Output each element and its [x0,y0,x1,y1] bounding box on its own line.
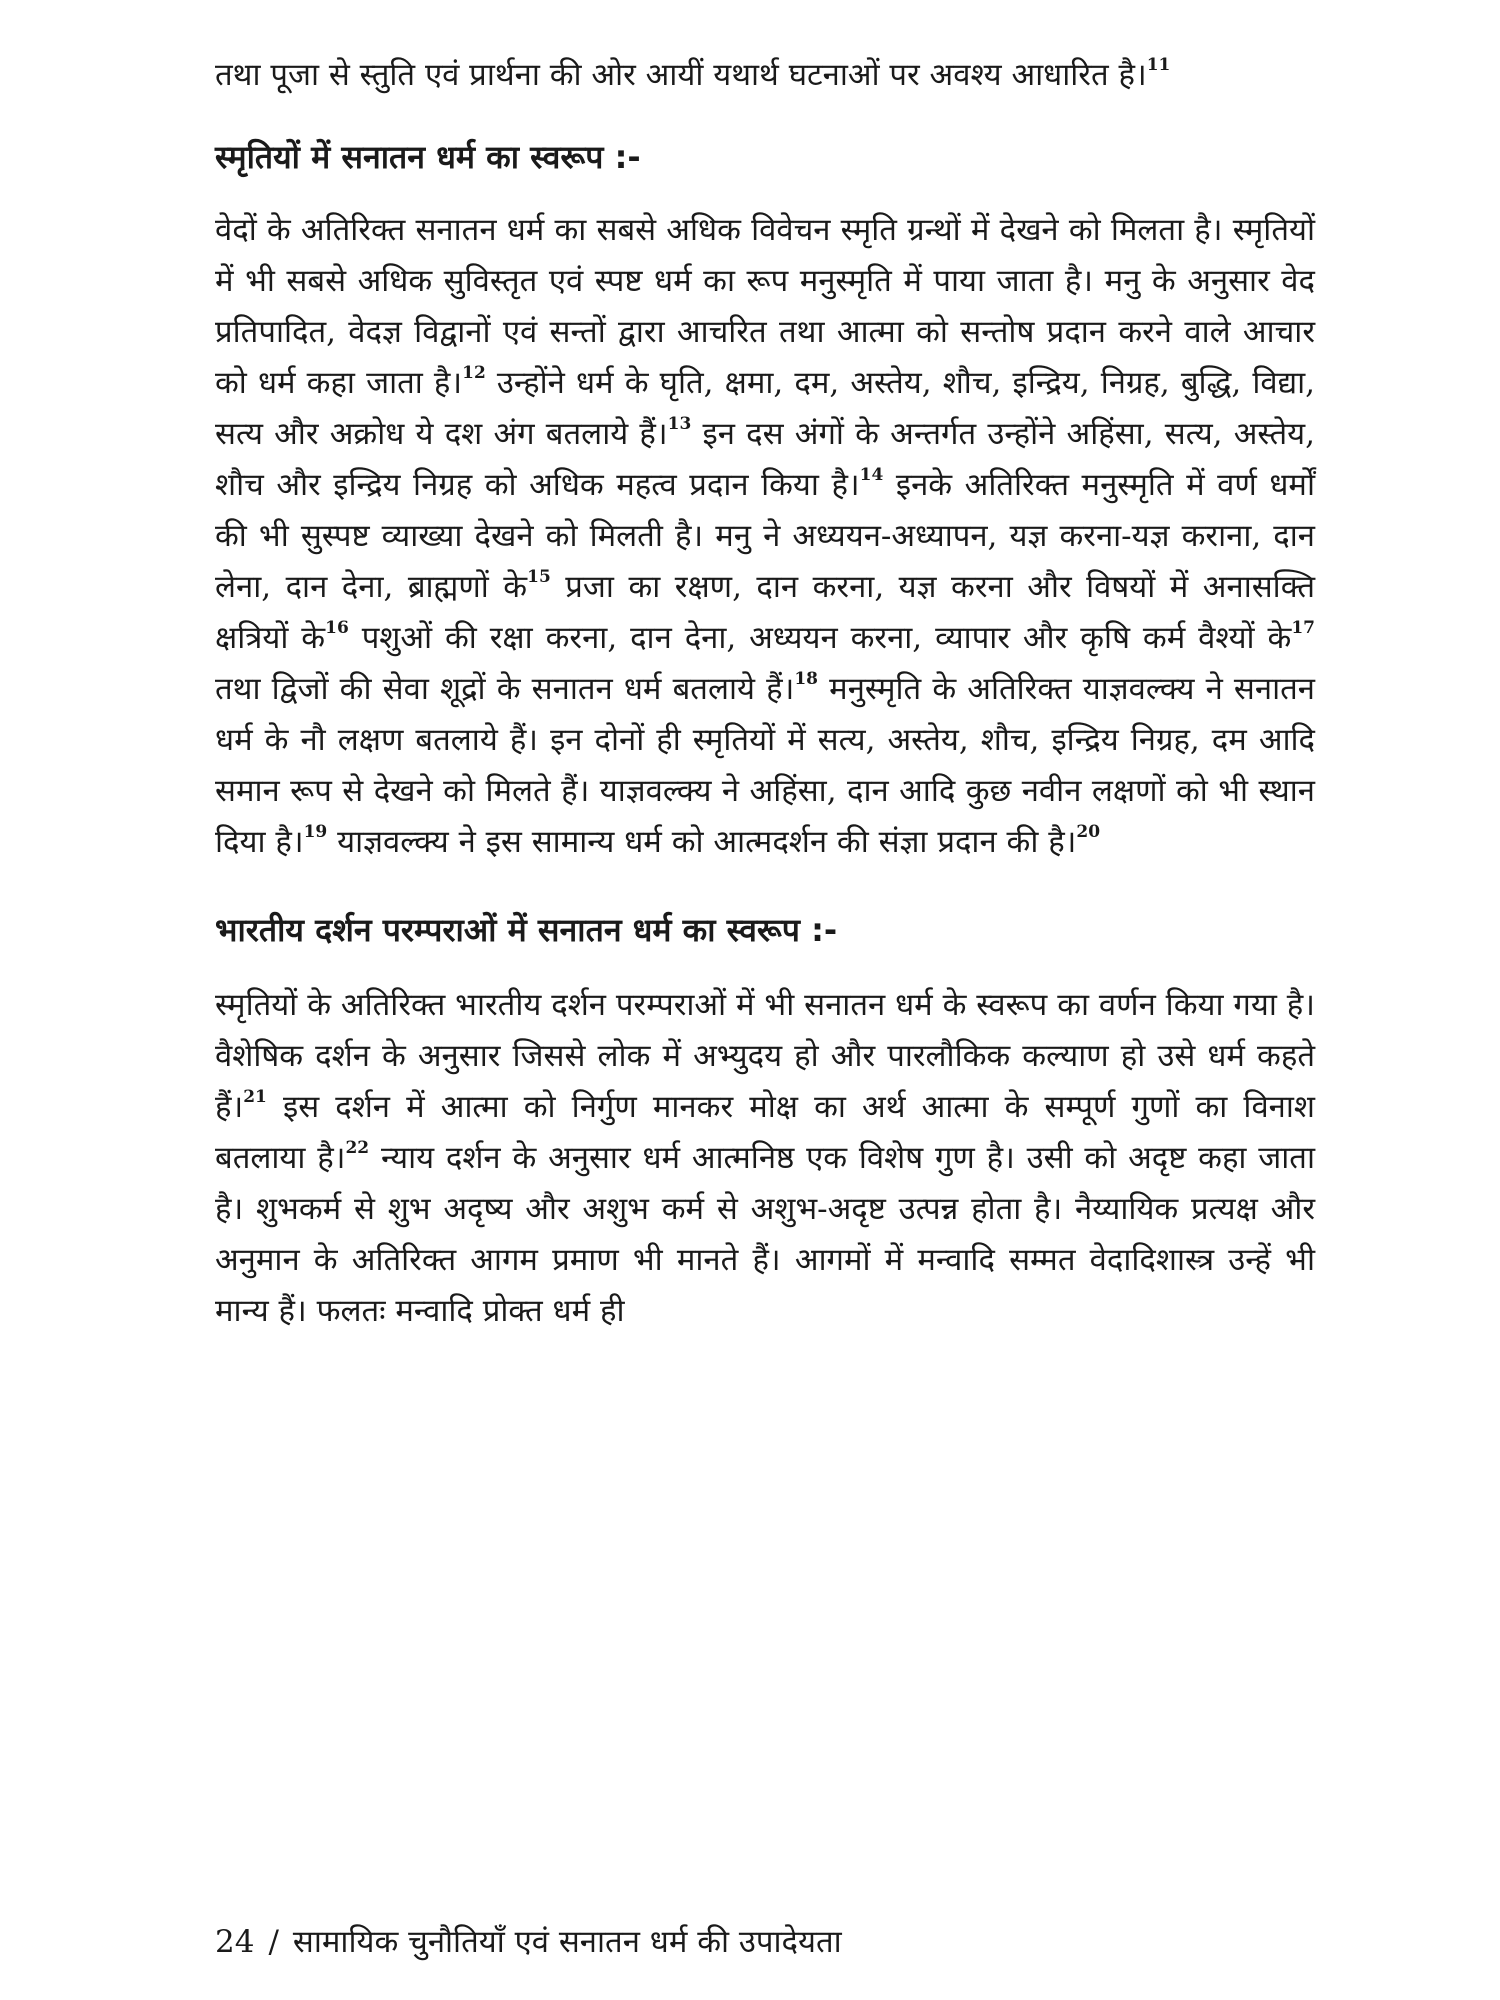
intro-paragraph [215,50,1315,101]
paragraph-text: उन्होंने धर्म के घृति, क्षमा, दम, अस्तेय, शौच, इन्द्रिय, निग्रह, बुद्धि, विद्या, सत्य और अक्रोध ये दश अंग बतलाये हैं। [215,365,1315,452]
paragraph-text: वेदों के अतिरिक्त सनातन धर्म का सबसे अधिक विवेचन स्मृति ग्रन्थों में देखने को मिलता है। स्मृतियों में भी सबसे अधिक सुविस्तृत एवं स्पष्ट धर्म का रूप मनुस्मृति में पाया जाता है। मनु के अनुसार वेद प्रतिपादित, वेदज्ञ विद्वानों एवं सन्तों द्वारा आचरित तथा आत्मा को सन्तोष प्रदान करने वाले आचार को धर्म कहा जाता है। [215,212,1315,401]
footnote-ref: 15 [527,567,551,587]
paragraph-text: न्याय दर्शन के अनुसार धर्म आत्मनिष्ठ एक विशेष गुण है। उसी को अदृष्ट कहा जाता है। शुभकर्म से शुभ अदृष्य और अशुभ कर्म से अशुभ-अदृष्ट उत्पन्न होता है। नैय्यायिक प्रत्यक्ष और अनुमान के अतिरिक्त आगम प्रमाण भी मानते हैं। आगमों में मन्वादि सम्मत वेदादिशास्त्र उन्हें भी मान्य हैं। फलतः मन्वादि प्रोक्त धर्म ही [215,1140,1315,1329]
paragraph-text: इस दर्शन में आत्मा को निर्गुण मानकर मोक्ष का अर्थ आत्मा के सम्पूर्ण गुणों का विनाश बतलाया है। [215,1089,1315,1176]
paragraph-text: याज्ञवल्क्य ने इस सामान्य धर्म को आत्मदर्शन की संज्ञा प्रदान की है। [327,824,1077,860]
paragraph-text: इन दस अंगों के अन्तर्गत उन्होंने अहिंसा, सत्य, अस्तेय, शौच और इन्द्रिय निग्रह को अधिक महत्व प्रदान किया है। [215,416,1315,503]
paragraph-text: स्मृतियों के अतिरिक्त भारतीय दर्शन परम्पराओं में भी सनातन धर्म के स्वरूप का वर्णन किया गया है। वैशेषिक दर्शन के अनुसार जिससे लोक में अभ्युदय हो और पारलौकिक कल्याण हो उसे धर्म कहते हैं। [215,987,1315,1125]
footnote-ref: 17 [1291,618,1315,638]
section-heading-darshan: भारतीय दर्शन परम्पराओं में सनातन धर्म का स्वरूप :- [215,911,838,949]
footnote-ref: 19 [303,822,328,842]
paragraph-text: तथा पूजा से स्तुति एवं प्रार्थना की ओर आयीं यथार्थ घटनाओं पर अवश्य आधारित है। [215,57,1147,93]
footnote-ref: 13 [667,414,692,434]
footnote-ref: 18 [794,669,819,689]
footnote-ref: 16 [325,618,349,638]
footnote-ref: 22 [345,1138,370,1158]
paragraph-text: प्रजा का रक्षण, दान करना, यज्ञ करना और विषयों में अनासक्ति क्षत्रियों के [215,569,1316,656]
footer-separator: / [268,1924,279,1960]
footnote-ref: 14 [859,465,884,485]
book-title: सामायिक चुनौतियाँ एवं सनातन धर्म की उपादेयता [292,1924,842,1960]
footnote-ref: 21 [243,1087,267,1107]
page-content [215,50,1315,1337]
footnote-ref: 20 [1076,822,1101,842]
footnote-ref: 11 [1146,55,1171,75]
paragraph-text: तथा द्विजों की सेवा शूद्रों के सनातन धर्म बतलाये हैं। [215,671,795,707]
section-heading-smriti: स्मृतियों में सनातन धर्म का स्वरूप :- [215,138,641,176]
paragraph-text: मनुस्मृति के अतिरिक्त याज्ञवल्क्य ने सनातन धर्म के नौ लक्षण बतलाये हैं। इन दोनों ही स्मृतियों में सत्य, अस्तेय, शौच, इन्द्रिय निग्रह, दम आदि समान रूप से देखने को मिलते हैं। याज्ञवल्क्य ने अहिंसा, दान आदि कुछ नवीन लक्षणों को भी स्थान दिया है। [215,671,1315,860]
page-footer [215,1922,842,1962]
page-number: 24 [215,1924,255,1960]
paragraph-text: इनके अतिरिक्त मनुस्मृति में वर्ण धर्मों की भी सुस्पष्ट व्याख्या देखने को मिलती है। मनु ने अध्ययन-अध्यापन, यज्ञ करना-यज्ञ कराना, दान लेना, दान देना, ब्राह्मणों के [215,467,1315,605]
darshan-paragraph [215,980,1315,1337]
paragraph-text: पशुओं की रक्षा करना, दान देना, अध्ययन करना, व्यापार और कृषि कर्म वैश्यों के [348,620,1292,656]
smriti-paragraph [215,205,1315,868]
footnote-ref: 12 [462,363,486,383]
